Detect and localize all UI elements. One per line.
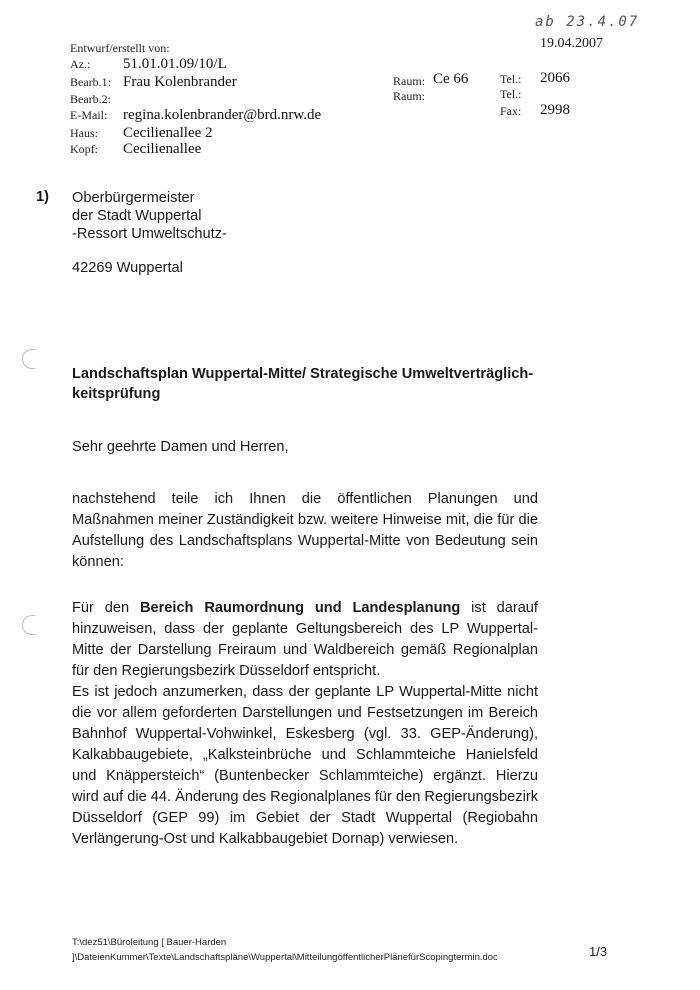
paragraph-2-suffix: ist darauf hinzuweisen, dass der geplante Geltungsbereich des LP Wuppertal-Mitte der Darstellung Freiraum und Waldbereich gemäß Regionalplan für den Regierungsbezirk Düsseldorf entspricht. xyxy=(72,600,538,679)
kopf-label: Kopf: xyxy=(70,142,98,156)
punch-hole-bottom xyxy=(22,615,35,635)
handwritten-note: ab 23.4.07 xyxy=(535,14,640,30)
punch-hole-top xyxy=(22,349,35,369)
header-row-bearb2 xyxy=(70,92,390,107)
tel1-label: Tel.: xyxy=(500,72,522,86)
recipient-address xyxy=(72,189,227,277)
subject-line1: Landschaftsplan Wuppertal-Mitte/ Strategische Umweltverträglich- xyxy=(72,366,534,382)
header-row-email xyxy=(70,107,390,125)
header-row-kopf xyxy=(70,141,390,159)
kopf-value: Cecilienallee xyxy=(123,141,202,157)
footer-path xyxy=(72,935,562,965)
email-label: E-Mail: xyxy=(70,108,108,122)
bearb1-value: Frau Kolenbrander xyxy=(123,74,237,90)
page-number: 1/3 xyxy=(589,944,608,959)
header-row-bearb1 xyxy=(70,74,390,92)
email-value: regina.kolenbrander@brd.nrw.de xyxy=(123,107,322,123)
az-label: Az.: xyxy=(70,57,91,71)
fax-value: 2998 xyxy=(540,102,570,118)
header-row-haus xyxy=(70,125,390,141)
recipient-line1: Oberbürgermeister xyxy=(72,190,195,206)
paragraph-2-bold: Bereich Raumordnung und Landesplanung xyxy=(139,600,461,616)
bearb2-label: Bearb.2: xyxy=(70,92,111,106)
az-value: 51.01.01.09/10/L xyxy=(123,56,227,72)
subject-line2: keitsprüfung xyxy=(72,386,161,402)
paragraph-1: nachstehend teile ich Ihnen die öffentlichen Planungen und Maßnahmen meiner Zuständigkeit bzw. weitere Hinweise mit, die für die Aufstellung des Landschaftsplans Wuppertal-Mitte von Bedeutung sein können: xyxy=(72,491,538,570)
salutation: Sehr geehrte Damen und Herren, xyxy=(72,439,289,455)
tel2-label: Tel.: xyxy=(500,87,522,101)
recipient-city: 42269 Wuppertal xyxy=(72,260,183,276)
fax-label: Fax: xyxy=(500,104,522,118)
created-by-label: Entwurf/erstellt von: xyxy=(70,41,170,55)
paragraph-2-prefix: Für den xyxy=(72,600,140,616)
footer-path-line2: ]\DateienKummer\Texte\Landschaftspläne\Wuppertal\MitteilungöffentlicherPlänefürScopingtermin.doc xyxy=(72,952,498,963)
recipient-number: 1) xyxy=(36,189,49,205)
haus-label: Haus: xyxy=(70,126,98,140)
raum1-value: Ce 66 xyxy=(433,71,469,87)
subject xyxy=(72,364,533,404)
raum2-label: Raum: xyxy=(393,89,425,103)
header-fields xyxy=(70,56,390,159)
raum1-label: Raum: xyxy=(393,74,425,88)
recipient-line3: -Ressort Umweltschutz- xyxy=(72,226,227,242)
bearb1-label: Bearb.1: xyxy=(70,75,111,89)
haus-value: Cecilienallee 2 xyxy=(123,125,213,141)
paragraph-3: Es ist jedoch anzumerken, dass der geplante LP Wuppertal-Mitte nicht die vor allem geforderten Darstellungen und Festsetzungen im Bereich Bahnhof Wuppertal-Vohwinkel, Eskesberg (vgl. 33. GEP-Änderung), Kalkabbaugebiete, „Kalksteinbrüche und Schlammteiche Hanielsfeld und Knäppersteich“ (Buntenbecker Schlammteiche) ergänzt. Hierzu wird auf die 44. Änderung des Regionalplanes für den Regierungsbezirk Düsseldorf (GEP 99) im Gebiet der Stadt Wuppertal (Regiobahn Verlängerung-Ost und Kalkabbaugebiet Dornap) verwiesen. xyxy=(72,684,538,847)
paragraph-2 xyxy=(72,598,538,682)
header-row-az xyxy=(70,56,390,74)
document-date: 19.04.2007 xyxy=(540,36,603,51)
footer-path-line1: T:\dez51\Büroleitung [ Bauer-Harden xyxy=(72,937,227,948)
recipient-line2: der Stadt Wuppertal xyxy=(72,208,202,224)
tel1-value: 2066 xyxy=(540,70,570,86)
